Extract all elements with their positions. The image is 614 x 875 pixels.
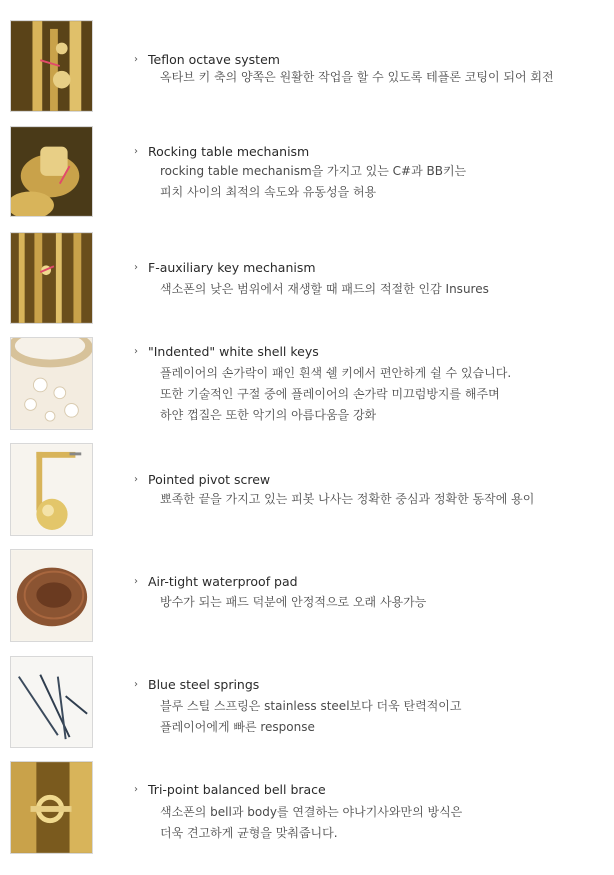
description-line: 색소폰의 낮은 범위에서 재생할 때 패드의 적절한 인감 Insures (160, 282, 489, 296)
bullet-icon: › (134, 346, 138, 357)
feature-title: Rocking table mechanism (148, 144, 310, 159)
bullet-icon: › (134, 474, 138, 485)
bullet-icon: › (134, 54, 138, 65)
blue-steel-springs-photo (10, 656, 93, 748)
description-line: 플레이어에게 빠른 response (160, 720, 315, 734)
feature-description (160, 363, 511, 426)
feature-description (160, 67, 554, 88)
feature-title: "Indented" white shell keys (148, 344, 319, 359)
feature-description (160, 696, 461, 738)
feature-title: Teflon octave system (148, 52, 280, 67)
waterproof-pad-photo (10, 549, 93, 642)
feature-title: Tri-point balanced bell brace (148, 782, 326, 797)
white-shell-keys-photo (10, 337, 93, 430)
feature-description (160, 279, 489, 300)
description-line: 또한 기술적인 구절 중에 플레이어의 손가락 미끄럼방지를 해주며 (160, 387, 500, 401)
bullet-icon: › (134, 679, 138, 690)
description-line: rocking table mechanism을 가지고 있는 C#과 BB키는 (160, 164, 467, 178)
description-line: 피치 사이의 최적의 속도와 유동성을 허용 (160, 185, 377, 199)
feature-description (160, 161, 466, 203)
bullet-icon: › (134, 576, 138, 587)
pivot-screw-photo (10, 443, 93, 536)
description-line: 블루 스틸 스프링은 stainless steel보다 더욱 탄력적이고 (160, 699, 462, 713)
feature-description (160, 489, 534, 510)
feature-title: Air-tight waterproof pad (148, 574, 298, 589)
description-line: 뾰족한 끝을 가지고 있는 피봇 나사는 정확한 중심과 정확한 동작에 용이 (160, 492, 535, 506)
bullet-icon: › (134, 146, 138, 157)
f-auxiliary-photo (10, 232, 93, 324)
description-line: 플레이어의 손가락이 패인 흰색 쉘 키에서 편안하게 쉴 수 있습니다. (160, 366, 512, 380)
feature-description (160, 592, 426, 613)
feature-description (160, 802, 462, 844)
description-line: 옥타브 키 축의 양쪽은 원활한 작업을 할 수 있도록 테플론 코팅이 되어 회전 (160, 70, 554, 84)
bell-brace-photo (10, 761, 93, 854)
feature-title: Blue steel springs (148, 677, 260, 692)
bullet-icon: › (134, 262, 138, 273)
description-line: 더욱 견고하게 균형을 맞춰줍니다. (160, 826, 338, 840)
description-line: 방수가 되는 패드 덕분에 안정적으로 오래 사용가능 (160, 595, 427, 609)
teflon-octave-photo (10, 20, 93, 112)
rocking-table-photo (10, 126, 93, 217)
description-line: 하얀 껍질은 또한 악기의 아름다움을 강화 (160, 408, 377, 422)
feature-title: Pointed pivot screw (148, 472, 271, 487)
description-line: 색소폰의 bell과 body를 연결하는 야나기사와만의 방식은 (160, 805, 463, 819)
bullet-icon: › (134, 784, 138, 795)
feature-title: F-auxiliary key mechanism (148, 260, 316, 275)
